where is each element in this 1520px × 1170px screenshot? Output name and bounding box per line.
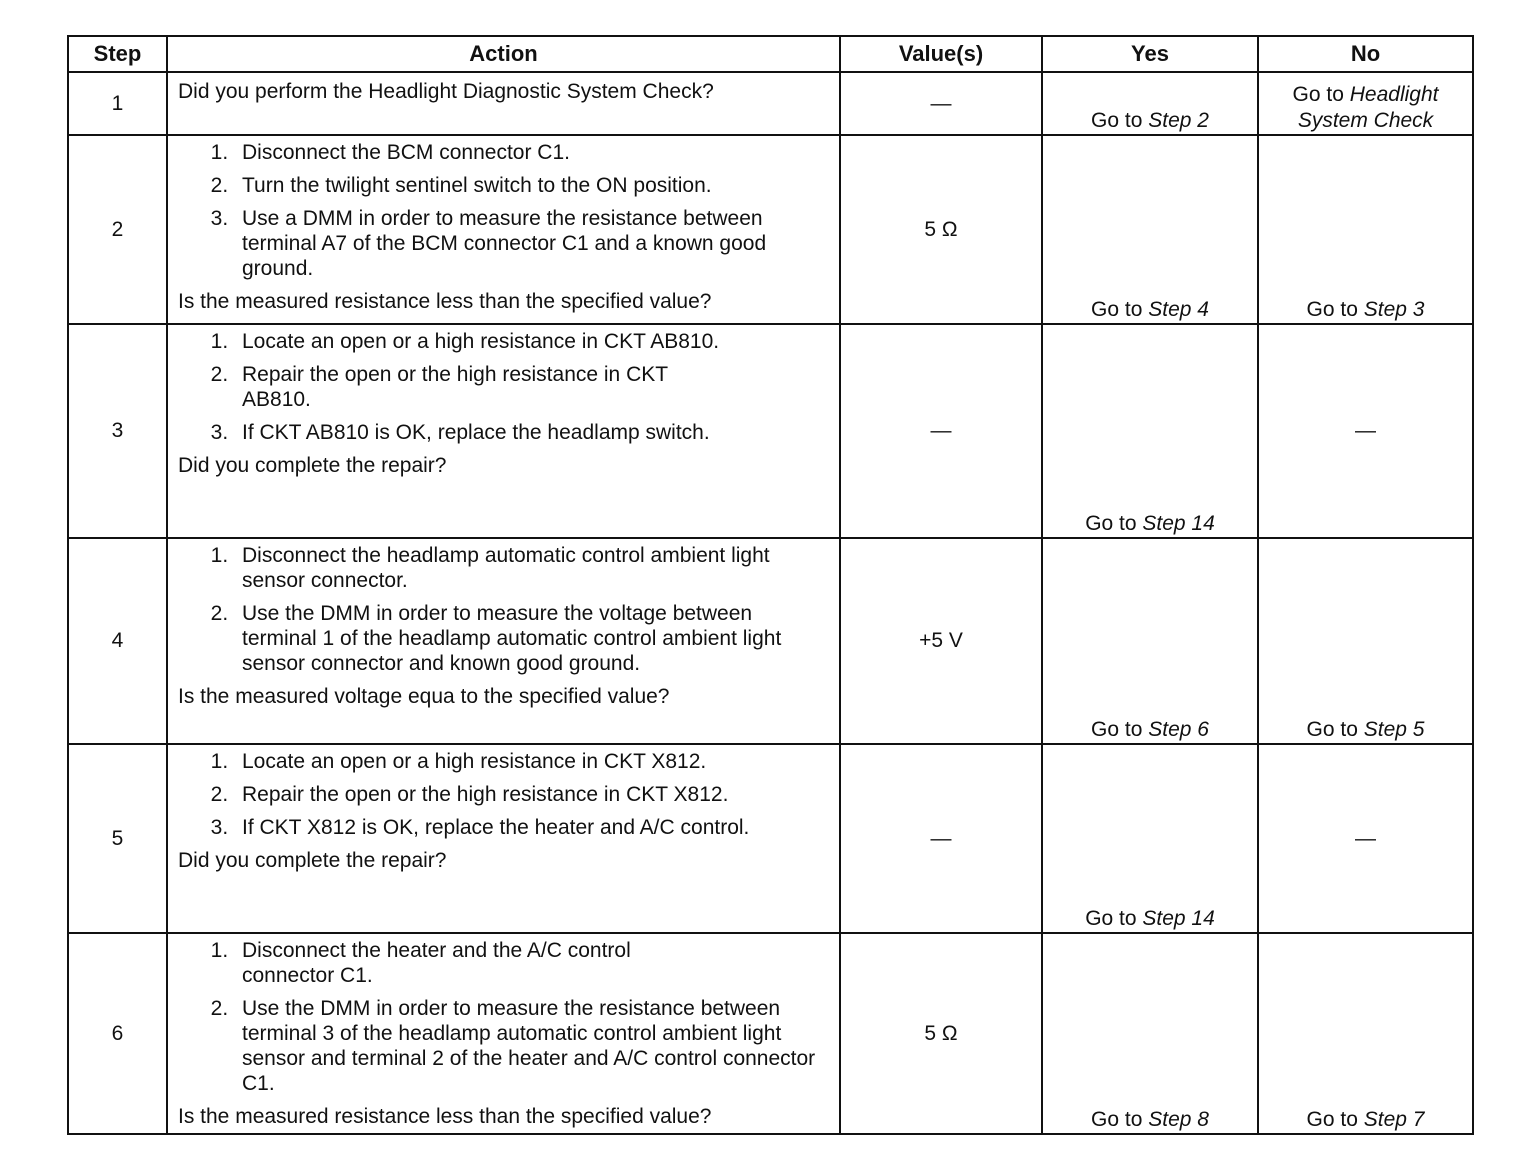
action-question: Did you complete the repair?: [178, 454, 447, 477]
header-no: No: [1258, 36, 1473, 72]
action-question: Is the measured resistance less than the specified value?: [178, 1105, 712, 1128]
yes-prefix: Go to: [1091, 298, 1149, 321]
header-values: Value(s): [840, 36, 1042, 72]
no-prefix: Go to: [1306, 718, 1364, 741]
yes-cell: [1042, 72, 1258, 135]
action-item: 2. Use the DMM in order to measure the resistance between terminal 3 of the headlamp automatic control ambient light sensor and terminal 2 of the heater and A/C control connector C1.: [234, 996, 829, 1096]
step-number: 2: [68, 135, 167, 324]
action-list: [178, 140, 829, 289]
action-item: 1. Disconnect the heater and the A/C control connector C1.: [234, 938, 829, 988]
action-cell: [167, 135, 840, 324]
yes-cell: [1042, 933, 1258, 1134]
no-ref: Step 7: [1363, 1108, 1425, 1131]
yes-prefix: Go to: [1091, 109, 1149, 132]
header-row: [68, 36, 1473, 72]
action-item: 1. Locate an open or a high resistance in CKT AB810.: [234, 329, 829, 354]
action-cell: [167, 538, 840, 744]
step-number: 3: [68, 324, 167, 538]
table-row: [68, 538, 1473, 744]
yes-ref: Step 6: [1148, 718, 1209, 741]
no-prefix: Go to: [1306, 1108, 1364, 1131]
step-number: 5: [68, 744, 167, 933]
action-question: Did you perform the Headlight Diagnostic System Check?: [178, 80, 714, 103]
no-ref: Step 5: [1363, 718, 1425, 741]
value-cell: 5 Ω: [840, 135, 1042, 324]
no-cell: [1258, 933, 1473, 1134]
header-action: Action: [167, 36, 840, 72]
value-cell: —: [840, 324, 1042, 538]
header-step: Step: [68, 36, 167, 72]
action-item: 1. Disconnect the BCM connector C1.: [234, 140, 829, 165]
action-list: [178, 938, 829, 1104]
action-item: 1. Disconnect the headlamp automatic control ambient light sensor connector.: [234, 543, 829, 593]
no-ref: Headlight System Check: [1297, 83, 1439, 132]
yes-cell: [1042, 135, 1258, 324]
yes-cell: [1042, 744, 1258, 933]
value-cell: —: [840, 72, 1042, 135]
yes-cell: [1042, 538, 1258, 744]
action-question: Is the measured voltage equa to the specified value?: [178, 685, 670, 708]
action-item: 2. Use the DMM in order to measure the voltage between terminal 1 of the headlamp automatic control ambient light sensor connector and known good ground.: [234, 601, 829, 676]
yes-ref: Step 14: [1142, 907, 1215, 930]
action-cell: [167, 324, 840, 538]
yes-ref: Step 8: [1148, 1108, 1209, 1131]
action-cell: [167, 933, 840, 1134]
table-row: [68, 324, 1473, 538]
value-cell: —: [840, 744, 1042, 933]
yes-cell: [1042, 324, 1258, 538]
yes-ref: Step 4: [1148, 298, 1209, 321]
header-yes: Yes: [1042, 36, 1258, 72]
action-list: [178, 749, 829, 848]
action-item: 3. Use a DMM in order to measure the resistance between terminal A7 of the BCM connector C1 and a known good ground.: [234, 206, 829, 281]
table-row: [68, 933, 1473, 1134]
action-cell: [167, 72, 840, 135]
yes-prefix: Go to: [1085, 512, 1143, 535]
action-question: Did you complete the repair?: [178, 849, 447, 872]
yes-prefix: Go to: [1091, 1108, 1149, 1131]
value-cell: 5 Ω: [840, 933, 1042, 1134]
yes-ref: Step 14: [1142, 512, 1215, 535]
action-list: [178, 543, 829, 684]
diagnostic-table: [67, 35, 1474, 1135]
no-cell: [1258, 135, 1473, 324]
step-number: 1: [68, 72, 167, 135]
no-prefix: Go to: [1306, 298, 1364, 321]
no-prefix: Go to: [1292, 83, 1350, 106]
no-cell: [1258, 538, 1473, 744]
yes-ref: Step 2: [1148, 109, 1209, 132]
action-item: 3. If CKT X812 is OK, replace the heater and A/C control.: [234, 815, 829, 840]
no-ref: Step 3: [1363, 298, 1425, 321]
action-item: 1. Locate an open or a high resistance in CKT X812.: [234, 749, 829, 774]
action-item: 3. If CKT AB810 is OK, replace the headlamp switch.: [234, 420, 829, 445]
action-question: Is the measured resistance less than the specified value?: [178, 290, 712, 313]
yes-prefix: Go to: [1085, 907, 1143, 930]
action-item: 2. Repair the open or the high resistance in CKT AB810.: [234, 362, 829, 412]
action-item: 2. Repair the open or the high resistance in CKT X812.: [234, 782, 829, 807]
value-cell: +5 V: [840, 538, 1042, 744]
yes-prefix: Go to: [1091, 718, 1149, 741]
table-row: [68, 72, 1473, 135]
step-number: 6: [68, 933, 167, 1134]
table-row: [68, 744, 1473, 933]
table-row: [68, 135, 1473, 324]
action-list: [178, 329, 829, 453]
no-cell: —: [1258, 744, 1473, 933]
no-cell: [1258, 72, 1473, 135]
action-item: 2. Turn the twilight sentinel switch to the ON position.: [234, 173, 829, 198]
action-cell: [167, 744, 840, 933]
no-cell: —: [1258, 324, 1473, 538]
step-number: 4: [68, 538, 167, 744]
